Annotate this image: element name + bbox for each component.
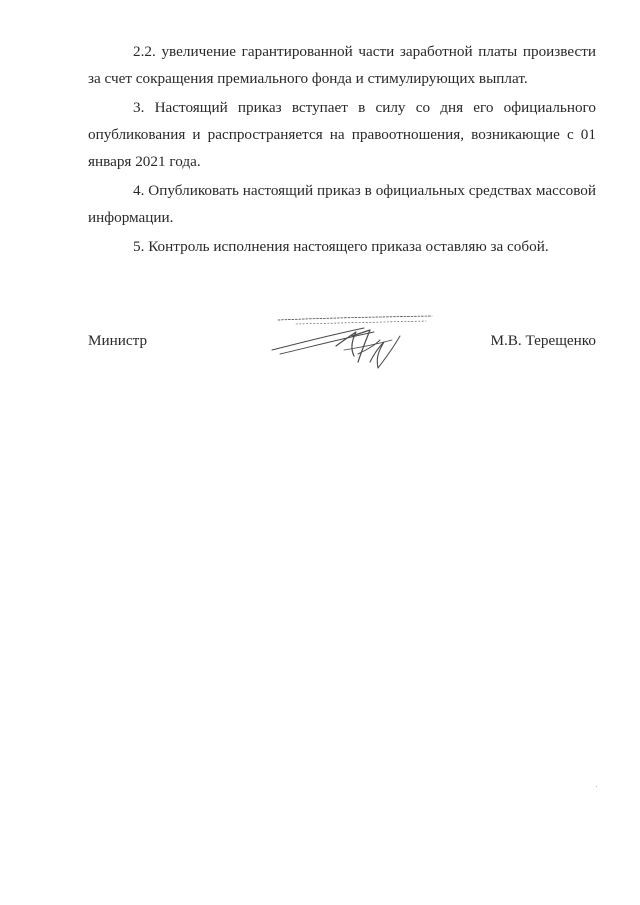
handwritten-signature [266, 310, 436, 374]
paragraph-2-2: 2.2. увеличение гарантированной части заработной платы произвести за счет сокращения премиального фонда и стимулирующих выплат. [88, 43, 596, 87]
signature-block [88, 310, 596, 390]
signatory-position: Министр [88, 332, 148, 349]
document-body [88, 38, 596, 260]
paragraph-4: 4. Опубликовать настоящий приказ в официальных средствах массовой информации. [88, 182, 596, 226]
scan-speck [596, 786, 597, 787]
signatory-name: М.В. Терещенко [490, 332, 596, 349]
paragraph-5: 5. Контроль исполнения настоящего приказа оставляю за собой. [133, 238, 549, 255]
paragraph-3: 3. Настоящий приказ вступает в силу со дня его официального опубликования и распространяется на правоотношения, возникающие с 01 января 2021 года. [88, 99, 596, 170]
